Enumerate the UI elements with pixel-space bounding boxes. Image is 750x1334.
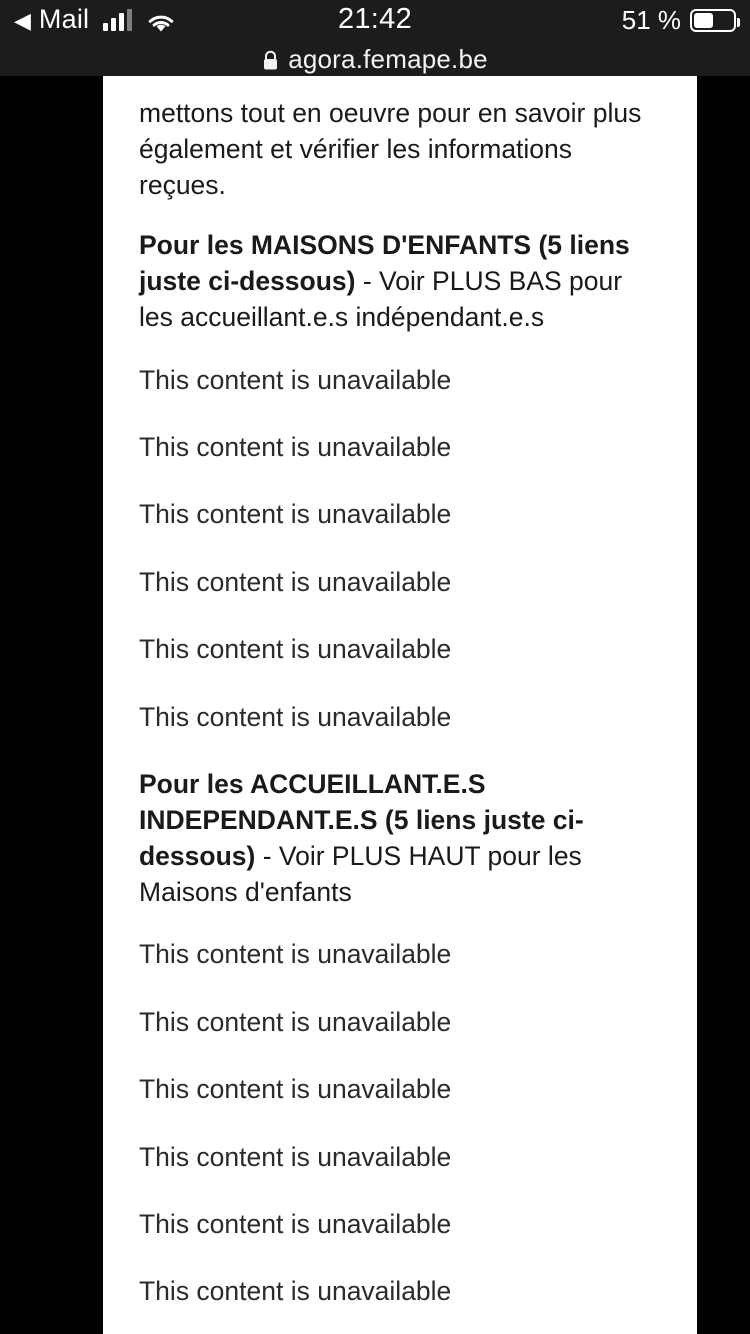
heading-maisons-denfants-rest: - Voir PLUS BAS pour les accueillant.e.s indépendant.e.s [139,266,623,332]
unavailable-embed-6: This content is unavailable [139,701,452,732]
heading-accueillants-bold: Pour les ACCUEILLANT.E.S INDEPENDANT.E.S (5 liens juste ci-dessous) [139,769,584,871]
unavailable-embed-1: This content is unavailable [139,364,452,395]
unavailable-embed-5: This content is unavailable [139,634,452,665]
back-to-app-label[interactable]: Mail [38,4,90,34]
status-bar-right [622,5,736,36]
unavailable-embed-7: This content is unavailable [139,939,452,970]
unavailable-embed-2: This content is unavailable [139,432,452,463]
unavailable-embed-9: This content is unavailable [139,1074,452,1105]
unavailable-embed-12: This content is unavailable [139,1276,452,1307]
browser-chrome [0,0,750,76]
unavailable-embed-11: This content is unavailable [139,1209,452,1240]
battery-percent-label: 51 % [621,5,681,35]
paragraph-intro-text: mettons tout en oeuvre pour en savoir plus également et vérifier les informations reçues. [139,98,642,200]
web-page-viewport[interactable] [103,76,697,1334]
page-content [103,76,697,1334]
paragraph-intro [103,96,697,203]
lock-icon [262,50,279,71]
status-bar [0,0,750,42]
back-triangle-icon[interactable]: ◀ [14,7,31,33]
heading-maisons-denfants [103,228,697,335]
unavailable-embed-3: This content is unavailable [139,499,452,530]
url-text[interactable]: agora.femape.be [288,43,488,74]
heading-accueillants-independants [103,767,697,910]
heading-maisons-denfants-bold: Pour les MAISONS D'ENFANTS (5 liens juste ci-dessous) [139,230,630,297]
status-bar-clock: 21:42 [337,3,413,35]
unavailable-embed-10: This content is unavailable [139,1141,452,1172]
unavailable-embed-8: This content is unavailable [139,1006,452,1037]
address-bar[interactable] [0,42,750,76]
battery-icon [690,9,736,32]
heading-accueillants-rest: - Voir PLUS HAUT pour les Maisons d'enfants [139,840,582,907]
unavailable-embed-4: This content is unavailable [139,566,452,597]
